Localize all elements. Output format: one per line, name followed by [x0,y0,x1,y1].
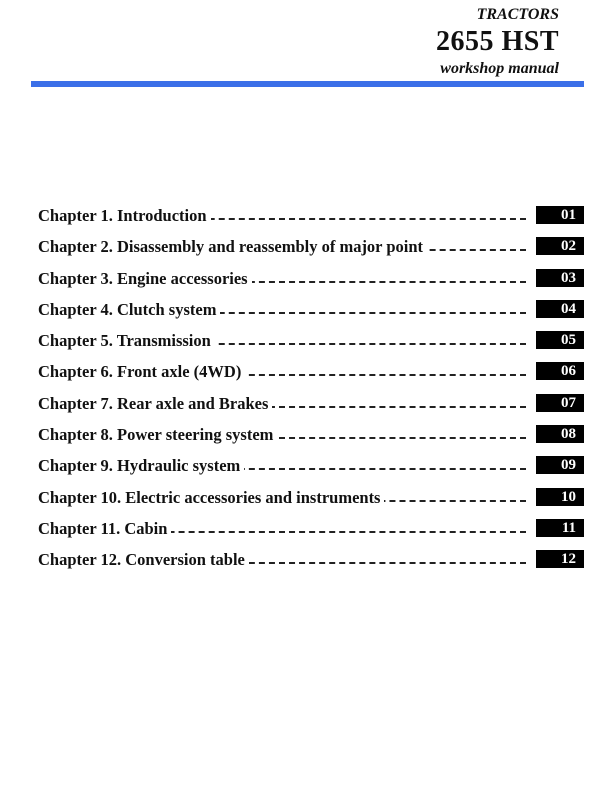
header-subtitle: workshop manual [440,60,559,77]
toc-entry[interactable] [38,392,584,423]
toc-entry[interactable] [38,454,584,485]
toc-entry[interactable] [38,267,584,298]
toc-entry-number-badge: 05 [536,331,584,349]
toc-entry-number-badge: 03 [536,269,584,287]
toc-entry-label: Chapter 1. Introduction [38,204,211,228]
table-of-contents [38,204,584,580]
toc-entry-number-badge: 11 [536,519,584,537]
toc-entry-number-badge: 08 [536,425,584,443]
toc-entry-label: Chapter 6. Front axle (4WD) [38,360,245,384]
header-rule [31,81,584,87]
toc-entry-label: Chapter 10. Electric accessories and instruments [38,486,384,510]
toc-entry-label: Chapter 9. Hydraulic system [38,454,244,478]
header-kicker: TRACTORS [476,6,559,23]
toc-entry[interactable] [38,235,584,266]
toc-entry-number-badge: 12 [536,550,584,568]
toc-entry-number-badge: 06 [536,362,584,380]
toc-entry-label: Chapter 4. Clutch system [38,298,220,322]
toc-entry[interactable] [38,329,584,360]
toc-entry[interactable] [38,423,584,454]
toc-entry[interactable] [38,486,584,517]
toc-entry-label: Chapter 5. Transmission [38,329,215,353]
toc-entry-label: Chapter 8. Power steering system [38,423,277,447]
toc-entry[interactable] [38,298,584,329]
toc-entry-label: Chapter 2. Disassembly and reassembly of major point [38,235,427,259]
toc-entry-number-badge: 09 [536,456,584,474]
toc-entry-label: Chapter 12. Conversion table [38,548,249,572]
toc-entry-number-badge: 02 [536,237,584,255]
toc-entry-number-badge: 01 [536,206,584,224]
toc-entry[interactable] [38,517,584,548]
toc-entry-label: Chapter 11. Cabin [38,517,171,541]
toc-entry-number-badge: 10 [536,488,584,506]
toc-entry-number-badge: 07 [536,394,584,412]
toc-entry[interactable] [38,360,584,391]
toc-entry-number-badge: 04 [536,300,584,318]
toc-entry-label: Chapter 7. Rear axle and Brakes [38,392,272,416]
toc-entry-label: Chapter 3. Engine accessories [38,267,252,291]
header-model-title: 2655 HST [435,26,559,57]
toc-entry[interactable] [38,548,584,579]
toc-entry[interactable] [38,204,584,235]
